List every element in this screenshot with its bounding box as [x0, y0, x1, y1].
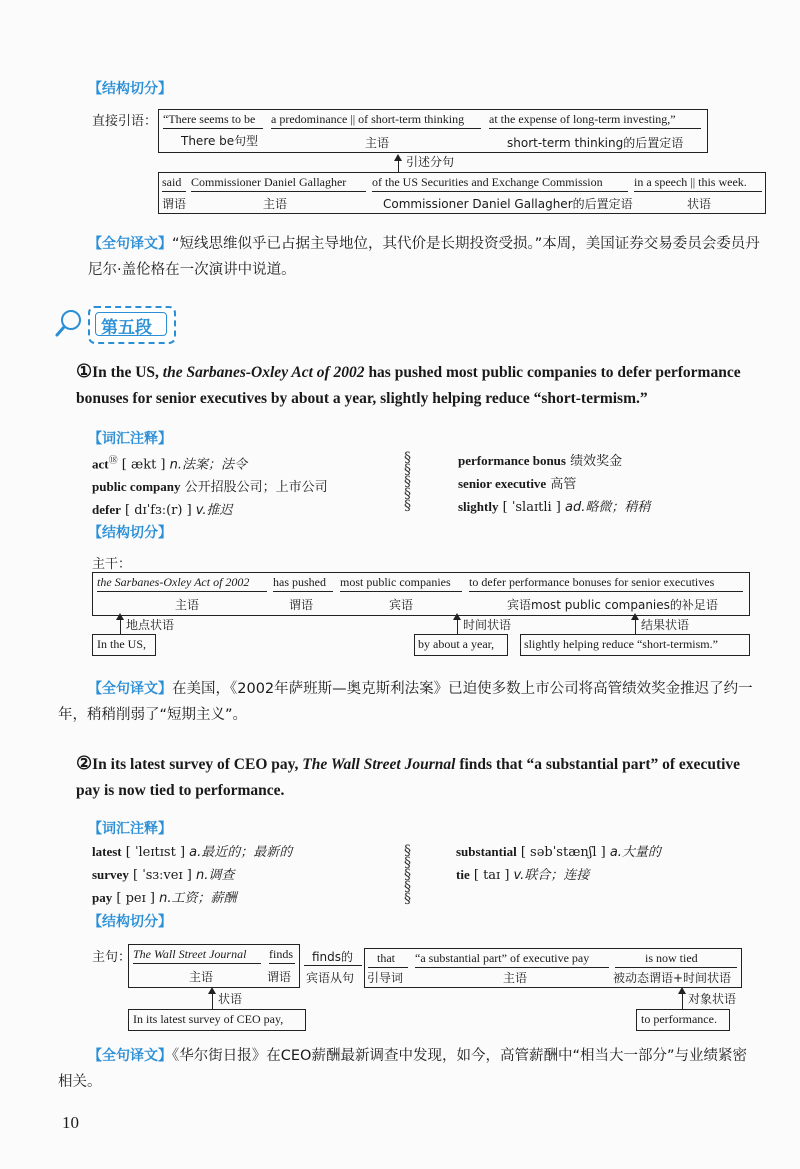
- main1-label-3: 宾语: [389, 598, 414, 612]
- said-label-4: 状语: [687, 197, 712, 211]
- adv-place-box: In the US,: [92, 634, 156, 656]
- clause-part-1: that: [377, 951, 395, 965]
- vocab-item: senior executive 高管: [458, 476, 577, 492]
- said-label-2: 主语: [263, 197, 288, 211]
- quote-label-1: There be句型: [181, 134, 259, 148]
- adv-object-label: 对象状语: [688, 992, 737, 1006]
- said-part-1: said: [162, 175, 182, 189]
- adv-place-label: 地点状语: [126, 618, 175, 632]
- main2-part-2: finds: [269, 947, 293, 961]
- arrow-adv-result: [635, 619, 636, 634]
- said-part-3: of the US Securities and Exchange Commission: [372, 175, 603, 189]
- bridge-label-1: finds的: [312, 950, 354, 964]
- main-label-1: 主干：: [92, 557, 132, 572]
- vocab-tag-2: 【词汇注释】: [88, 821, 172, 837]
- divider-squiggle: § § § § §: [404, 843, 411, 907]
- structure-tag-2: 【结构切分】: [88, 525, 172, 541]
- clause-part-2: “a substantial part” of executive pay: [415, 951, 590, 965]
- arrow-adv-place: [120, 619, 121, 634]
- translation-1: 【全句译文】“短线思维似乎已占据主导地位，其代价是长期投资受损。”本周，美国证券交易委员会委员丹尼尔·盖伦格在一次演讲中说道。: [88, 236, 760, 278]
- vocab-item: substantial [ səbˈstænʃl ] a.大量的: [456, 844, 661, 860]
- clause-label-2: 主语: [503, 971, 528, 985]
- vocab-item: tie [ taɪ ] v.联合；连接: [456, 867, 590, 883]
- vocab-left-1: [92, 450, 328, 522]
- vocab-item: latest [ ˈleɪtɪst ] a.最近的；最新的: [92, 844, 293, 860]
- main1-part-1: the Sarbanes-Oxley Act of 2002: [97, 575, 250, 589]
- connector-label: 引述分句: [406, 155, 455, 169]
- adv-box: In its latest survey of CEO pay,: [128, 1009, 306, 1031]
- main-label-2: 主句：: [92, 950, 132, 965]
- said-label-1: 谓语: [162, 197, 187, 211]
- adv-time-box: by about a year,: [414, 634, 508, 656]
- vocab-item: defer [ dɪˈfɜː(r) ] v.推迟: [92, 502, 233, 519]
- magnifier-icon: [54, 308, 84, 338]
- vocab-item: act⑱ [ ækt ] n.法案；法令: [92, 456, 248, 473]
- said-box: [158, 172, 766, 214]
- vocab-item: slightly [ ˈslaɪtli ] ad.略微；稍稍: [458, 499, 651, 515]
- vocab-left-2: [92, 841, 292, 910]
- quote-part-1: “There seems to be: [163, 112, 256, 126]
- clause-box: [364, 948, 742, 988]
- quote-part-3: at the expense of long-term investing,”: [489, 112, 676, 126]
- arrow-adv: [212, 993, 213, 1009]
- said-part-4: in a speech || this week.: [634, 175, 747, 189]
- main2-label-1: 主语: [189, 970, 214, 984]
- structure-tag: 【结构切分】: [88, 81, 172, 97]
- adv-result-label: 结果状语: [641, 618, 690, 632]
- quote-box: [158, 109, 708, 153]
- adv-object-box: to performance.: [636, 1009, 730, 1031]
- bridge-label-2: 宾语从句: [306, 971, 355, 985]
- direct-quote-label: 直接引语：: [92, 114, 158, 129]
- said-part-2: Commissioner Daniel Gallagher: [191, 175, 347, 189]
- clause-label-3: 被动态谓语+时间状语: [613, 971, 732, 985]
- quote-part-2: a predominance || of short-term thinking: [271, 112, 465, 126]
- main2-part-1: The Wall Street Journal: [133, 947, 247, 961]
- said-label-3: Commissioner Daniel Gallagher的后置定语: [383, 197, 633, 211]
- adv-time-label: 时间状语: [463, 618, 512, 632]
- connector-arrow: [398, 160, 399, 172]
- vocab-item: public company 公开招股公司；上市公司: [92, 479, 328, 496]
- sentence-2: ②In its latest survey of CEO pay, The Wall Street Journal finds that “a substantial part” of executive pay is now tied to performance.: [76, 753, 741, 799]
- translation-2: 【全句译文】在美国，《2002年萨班斯—奥克斯利法案》已迫使多数上市公司将高管绩效奖金推迟了约一年，稍稍削弱了“短期主义”。: [58, 681, 753, 723]
- vocab-item: pay [ peɪ ] n.工资；薪酬: [92, 890, 237, 906]
- main-box-2: [128, 944, 300, 988]
- divider-squiggle: § § § § §: [404, 450, 411, 514]
- translation-3: 【全句译文】《华尔街日报》在CEO薪酬最新调查中发现，如今，高管薪酬中“相当大一部分”与业绩紧密相关。: [58, 1048, 747, 1090]
- adv-label: 状语: [218, 992, 243, 1006]
- clause-part-3: is now tied: [645, 951, 698, 965]
- structure-tag-3: 【结构切分】: [88, 914, 172, 930]
- vocab-tag-1: 【词汇注释】: [88, 431, 172, 447]
- main1-part-3: most public companies: [340, 575, 451, 589]
- vocab-right-1: [458, 450, 650, 519]
- vocab-item: performance bonus 绩效奖金: [458, 453, 623, 469]
- main1-label-2: 谓语: [289, 598, 314, 612]
- main1-label-4: 宾语most public companies的补足语: [507, 598, 718, 612]
- sentence-1: ①In the US, the Sarbanes-Oxley Act of 2002 has pushed most public companies to defer performance bonuses for senior executives by about a year, slightly helping reduce “short-termism.”: [76, 361, 741, 407]
- quote-label-2: 主语: [365, 136, 390, 150]
- main1-part-2: has pushed: [273, 575, 326, 589]
- vocab-right-2: [456, 841, 661, 887]
- arrow-adv-object: [682, 993, 683, 1009]
- bridge-line: [304, 965, 362, 966]
- section-heading-box: [88, 306, 176, 344]
- clause-label-1: 引导词: [367, 971, 404, 985]
- vocab-item: survey [ ˈsɜːveɪ ] n.调查: [92, 867, 235, 883]
- main-box-1: [92, 572, 750, 616]
- page-number: 10: [62, 1113, 79, 1132]
- main2-label-2: 谓语: [267, 970, 292, 984]
- main1-part-4: to defer performance bonuses for senior executives: [469, 575, 715, 589]
- section-heading: 第五段: [101, 318, 152, 338]
- adv-result-box: slightly helping reduce “short-termism.”: [520, 634, 750, 656]
- quote-label-3: short-term thinking的后置定语: [507, 136, 684, 150]
- arrow-adv-time: [457, 619, 458, 634]
- main1-label-1: 主语: [175, 598, 200, 612]
